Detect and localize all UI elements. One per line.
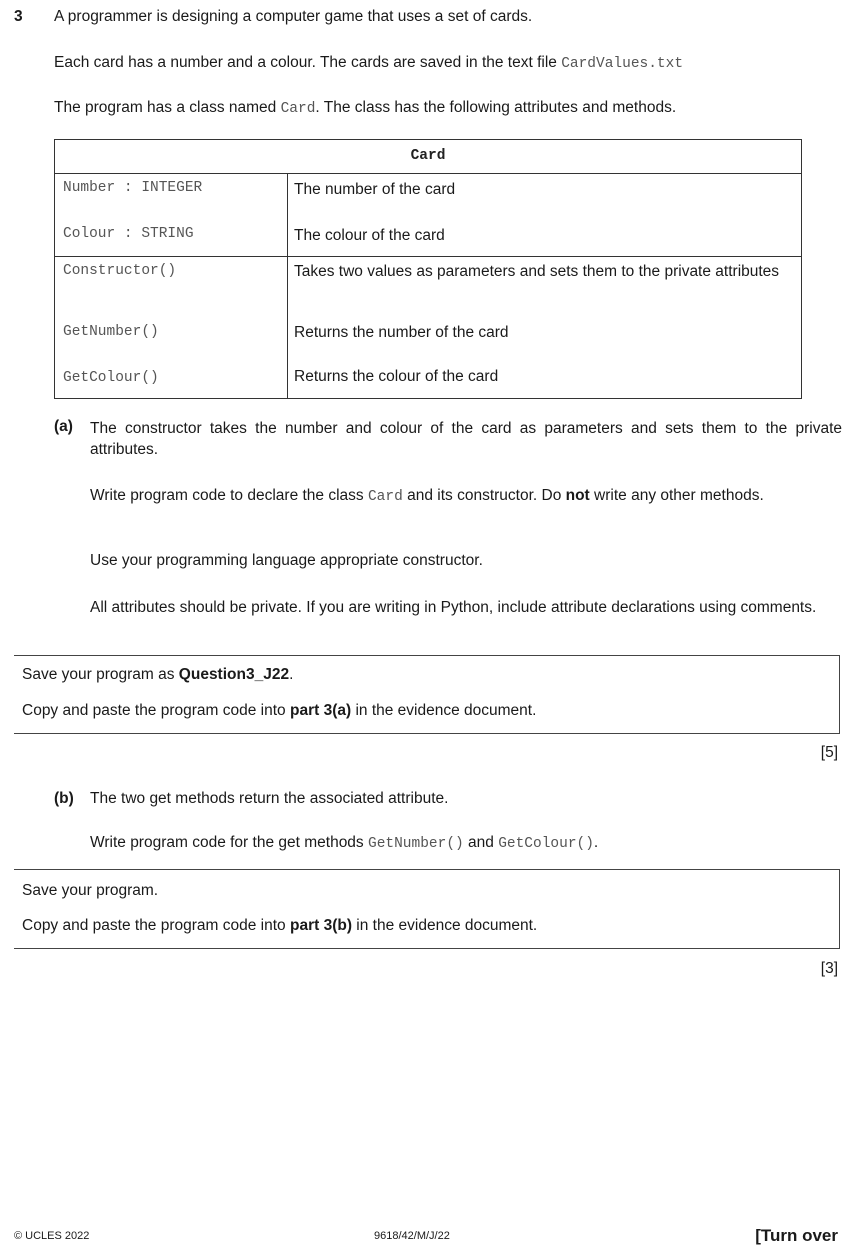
footer-turn-over: [Turn over — [755, 1226, 838, 1245]
part-a-box-line-2-text: Copy and paste the program code into — [22, 702, 290, 719]
part-a-text-2-mid: and its constructor. Do — [402, 487, 566, 504]
table-desc-getnumber: Returns the number of the card — [294, 324, 509, 341]
table-divider-horizontal — [55, 256, 801, 257]
part-a-evidence-ref: part 3(a) — [289, 702, 352, 719]
part-a-box-line-2 — [22, 702, 536, 720]
part-b-text-2-mid: and — [463, 834, 499, 851]
part-a-text-1: The constructor takes the number and colour of the card as parameters and sets them to the private attributes. — [90, 420, 842, 458]
part-a-emphasis: not — [565, 487, 590, 504]
method-getnumber: GetNumber() — [368, 836, 464, 852]
part-b-text-2 — [90, 834, 598, 852]
program-file-name: Question3_J22 — [178, 666, 290, 683]
intro-line-2 — [54, 54, 683, 72]
intro-line-1: A programmer is designing a computer game that uses a set of cards. — [54, 8, 533, 25]
part-b-instruction-box — [14, 869, 840, 949]
footer-copyright: © UCLES 2022 — [14, 1230, 90, 1242]
class-table-header — [55, 140, 801, 174]
file-name: CardValues.txt — [561, 56, 684, 72]
question-number: 3 — [14, 8, 23, 25]
part-a-box-line-1-end: . — [289, 666, 294, 683]
part-b-box-line-2-text: Copy and paste the program code into — [22, 917, 290, 934]
part-a-box-line-1-text: Save your program as — [22, 666, 179, 683]
table-method-getcolour: GetColour() — [63, 370, 159, 386]
part-a-text-2-start: Write program code to declare the class — [90, 487, 368, 504]
footer-code: 9618/42/M/J/22 — [374, 1230, 450, 1242]
class-table-title: Card — [410, 148, 446, 164]
part-b-box-line-2-end: in the evidence document. — [351, 917, 538, 934]
method-getcolour: GetColour() — [498, 836, 594, 852]
part-b-evidence-ref: part 3(b) — [289, 917, 352, 934]
table-desc-colour: The colour of the card — [294, 227, 445, 244]
table-desc-constructor: Takes two values as parameters and sets them to the private attributes — [294, 263, 780, 280]
part-a-box-line-2-end: in the evidence document. — [351, 702, 537, 719]
part-a-class-name: Card — [367, 489, 403, 505]
table-method-getnumber: GetNumber() — [63, 324, 159, 340]
part-a-text-4: All attributes should be private. If you are writing in Python, include attribute declarations using comments. — [90, 599, 817, 616]
table-attr-number: Number : INTEGER — [63, 180, 203, 196]
part-a-text-2 — [90, 485, 842, 508]
intro-line-2-text: Each card has a number and a colour. The cards are saved in the text file — [54, 54, 562, 71]
intro-line-3-end: . The class has the following attributes and methods. — [315, 99, 677, 116]
part-a-text-3: Use your programming language appropriate constructor. — [90, 552, 483, 569]
table-desc-number: The number of the card — [294, 181, 456, 198]
class-name: Card — [280, 101, 316, 117]
part-a-box-line-1 — [22, 666, 293, 684]
part-b-text-1: The two get methods return the associated attribute. — [90, 790, 449, 807]
table-desc-getcolour: Returns the colour of the card — [294, 368, 499, 385]
part-b-label: (b) — [54, 790, 74, 807]
table-divider-vertical — [287, 173, 288, 398]
intro-line-3 — [54, 99, 676, 117]
part-b-box-line-2 — [22, 917, 537, 935]
table-attr-colour: Colour : STRING — [63, 226, 194, 242]
part-b-marks: [3] — [820, 960, 838, 977]
part-b-text-2-start: Write program code for the get methods — [90, 834, 368, 851]
part-a-text-2-end: write any other methods. — [589, 487, 764, 504]
part-a-marks: [5] — [820, 744, 838, 761]
table-method-constructor: Constructor() — [63, 263, 177, 279]
class-table — [54, 139, 802, 399]
part-b-text-2-end: . — [593, 834, 599, 851]
intro-line-3-text: The program has a class named — [54, 99, 281, 116]
part-a-label: (a) — [54, 418, 73, 435]
part-a-instruction-box — [14, 655, 840, 734]
part-b-box-line-1: Save your program. — [22, 882, 159, 899]
